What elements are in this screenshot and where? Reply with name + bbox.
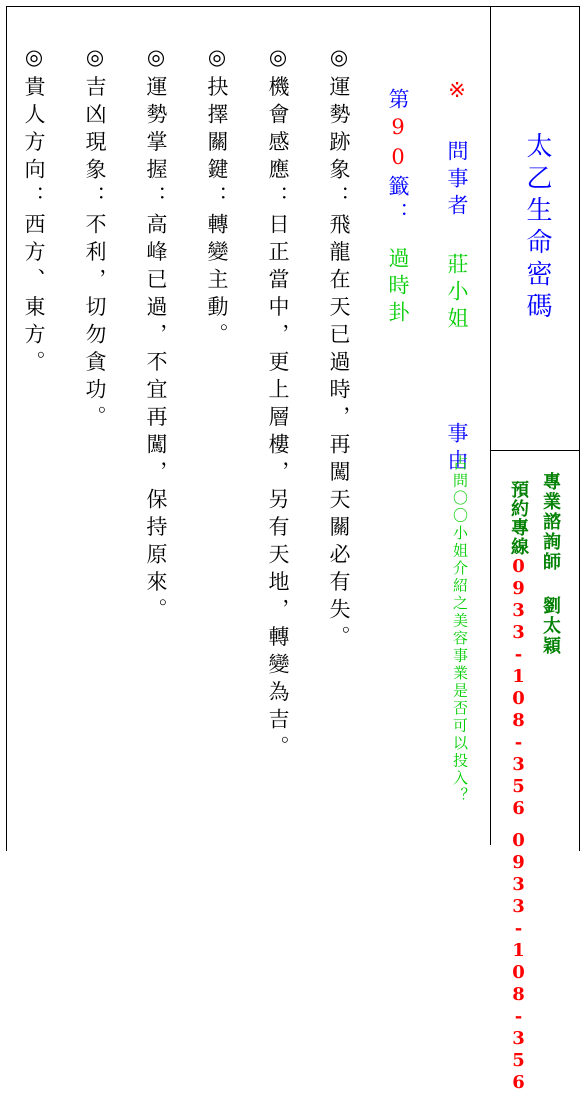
reading-line-fortune-sign: ◎運勢跡象：飛龍在天已過時，再闖天關必有失。 [327,45,351,653]
matter-label: 事由 [445,422,469,476]
lot-line [386,88,410,328]
querent-label: 問事者 [445,140,469,221]
reading-line-fortune-control: ◎運勢掌握：高峰已過，不宜再闖，保持原來。 [144,45,168,626]
consultant-label: 專業諮詢師 [540,472,561,572]
reading-line-omen: ◎吉凶現象：不利，切勿貪功。 [83,45,107,433]
reference-mark: ※ [445,78,469,108]
booking-info [507,480,529,1094]
reading-line-opportunity: ◎機會感應：日正當中，更上層樓，另有天地，轉變為吉。 [266,45,290,763]
querent-name: 莊小姐 [445,253,469,334]
column-divider [490,6,491,845]
header-divider [491,450,580,451]
booking-phone-2: 0933-108-356 [508,830,529,1094]
lot-number: 90 [386,115,410,175]
reading-line-decision-key: ◎抉擇關鍵：轉變主動。 [205,45,229,351]
lot-suffix: 籤： [386,175,410,229]
reading-line-benefactor-direction: ◎貴人方向：西方、東方。 [22,45,46,378]
question-text: 占問〇〇小姐介紹之美容事業是否可以投入？ [451,455,469,805]
querent-line [445,78,469,476]
consultant-info [539,472,561,656]
page-title: 太乙生命密碼 [522,132,552,324]
lot-result: 過時卦 [386,247,410,328]
consultant-name: 劉太穎 [540,596,561,656]
booking-label: 預約專線 [508,480,529,556]
booking-phone-1: 0933-108-356 [508,556,529,820]
lot-prefix: 第 [386,88,410,115]
